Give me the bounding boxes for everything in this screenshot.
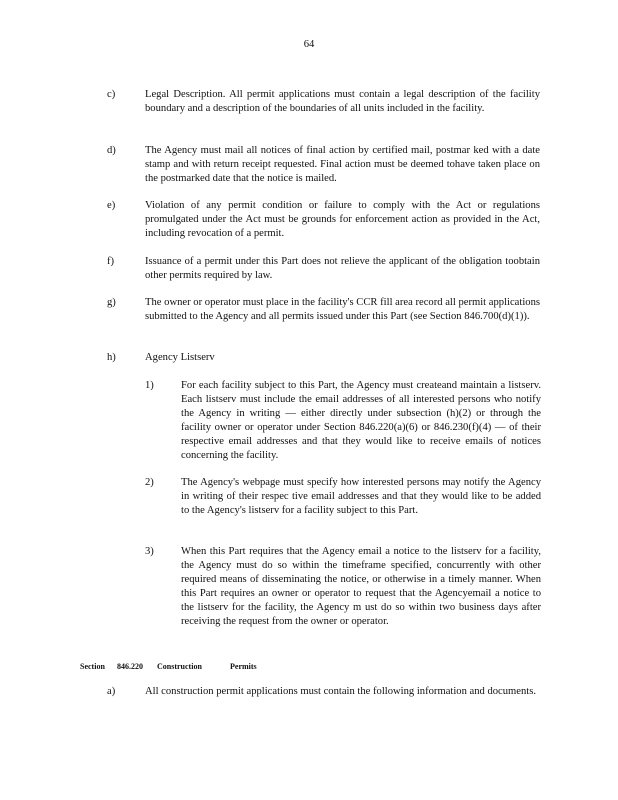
item-text: The Agency must mail all notices of final action by certified mail, postmar ked with a date stamp and with return receipt requested. Final action must be deemed tohave taken place on the postmarked date that the notice is mailed. <box>145 145 540 184</box>
sub-item-text: When this Part requires that the Agency email a notice to the listserv for a facility, the Agency must do so within the timeframe specified, concurrently with other required means of disseminating the notice, or otherwise in a timely manner. When this Part requires an owner or operator to request that the Agencyemail a notice to the listserv for the facility, the Agency m ust do so within two business days after receiving the request from the owner or operator. <box>181 546 541 627</box>
page-number: 64 <box>303 39 315 50</box>
item-text: Agency Listserv <box>145 352 215 363</box>
section-title-part: Permits <box>230 662 257 671</box>
section-title-part: Construction <box>157 662 202 671</box>
item-label: g) <box>107 297 116 308</box>
sub-item-label: 3) <box>145 546 154 557</box>
item-text: The owner or operator must place in the facility's CCR fill area record all permit applications submitted to the Agency and all permits issued under this Part (see Section 846.700(d)(1)). <box>145 297 540 322</box>
item-label: f) <box>107 256 115 267</box>
item-text: Issuance of a permit under this Part does not relieve the applicant of the obligation toobtain other permits required by law. <box>145 256 540 281</box>
item-label: d) <box>107 145 116 156</box>
item-label: e) <box>107 200 116 211</box>
sub-item-text: The Agency's webpage must specify how interested persons may notify the Agency in writing of their respec tive email addresses and that they would like to be added to the Agency's listserv for a facility subject to this Part. <box>181 477 541 516</box>
item-label: h) <box>107 352 116 363</box>
item-text: All construction permit applications must contain the following information and documents. <box>145 686 537 697</box>
item-text: Legal Description. All permit applications must contain a legal description of the facility boundary and a description of the boundaries of all units included in the facility. <box>145 89 540 114</box>
section-word: Section <box>80 662 105 671</box>
sub-item-text: For each facility subject to this Part, the Agency must createand maintain a listserv. Each listserv must include the email addresses of all interested persons who notify the Agency in writing — either directly under subsection (h)(2) or through the facility owner or operator under Section 846.220(a)(6) or 846.230(f)(4) — of their respective email addresses and that they would like to receive emails of notices concerning the facility. <box>181 380 541 461</box>
sub-item-label: 1) <box>145 380 154 391</box>
item-text: Violation of any permit condition or failure to comply with the Act or regulations promulgated under the Act must be grounds for enforcement action as provided in the Act, including revocation of a permit. <box>145 200 540 239</box>
section-number: 846.220 <box>117 662 143 671</box>
item-label: a) <box>107 686 116 697</box>
item-label: c) <box>107 89 116 100</box>
sub-item-label: 2) <box>145 477 154 488</box>
